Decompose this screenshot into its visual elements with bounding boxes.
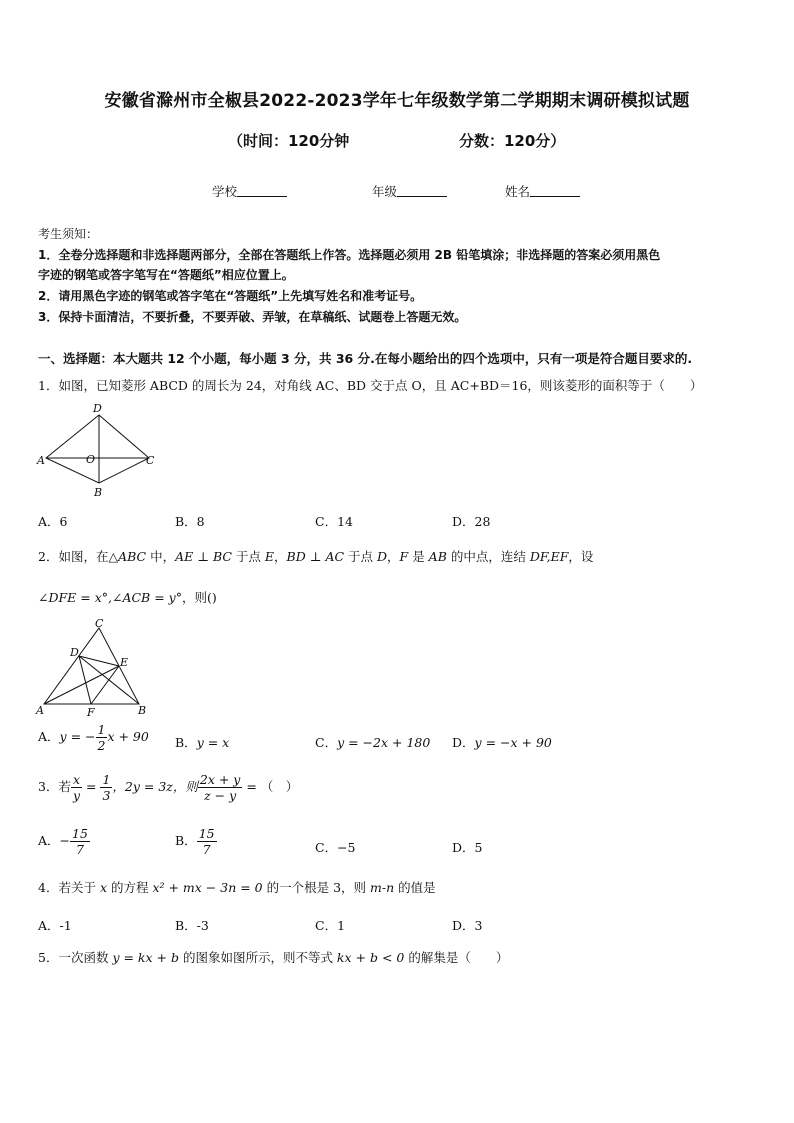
q2-text: 于点 bbox=[231, 549, 265, 564]
label-f: F bbox=[87, 706, 95, 718]
q4-text bbox=[38, 878, 436, 896]
q2-text: ，设 bbox=[568, 549, 594, 564]
denominator: 7 bbox=[202, 842, 211, 857]
q2-math: y = x bbox=[196, 735, 230, 750]
label-e: E bbox=[120, 656, 129, 669]
q2-math: ⊥ bbox=[305, 549, 326, 564]
q1-option-b: B．8 bbox=[175, 514, 205, 529]
q4-math: x bbox=[99, 880, 107, 895]
q5-text-part: 的解集是（ ） bbox=[404, 950, 509, 965]
numerator: 2x + y bbox=[199, 772, 241, 787]
q3-math: = （ ） bbox=[242, 779, 299, 794]
fraction bbox=[198, 772, 243, 803]
option-prefix: C． bbox=[315, 735, 338, 750]
q2-math: AE bbox=[175, 549, 194, 564]
school-field bbox=[212, 182, 287, 200]
q4-math: x² + mx − 3n = 0 bbox=[152, 880, 263, 895]
label-c: C bbox=[95, 618, 104, 630]
q4-option-d: D．3 bbox=[452, 918, 483, 933]
q3-option-d: D．5 bbox=[452, 840, 483, 855]
option-prefix: A． bbox=[38, 729, 60, 744]
q5-text-part: 5．一次函数 bbox=[38, 950, 113, 965]
q2-math: AB bbox=[428, 549, 447, 564]
q2-line2 bbox=[38, 588, 217, 606]
label-c: C bbox=[146, 454, 155, 467]
option-prefix: B． bbox=[175, 833, 197, 848]
q2-math: DF,EF bbox=[529, 549, 569, 564]
denominator: 3 bbox=[102, 788, 111, 803]
q2-triangle-figure bbox=[34, 618, 154, 718]
q3-option-b bbox=[175, 826, 217, 857]
denominator: z − y bbox=[204, 788, 237, 803]
q4-option-a: A．-1 bbox=[38, 918, 72, 933]
q1-text: 1．如图，已知菱形 ABCD 的周长为 24，对角线 AC、BD 交于点 O，且 AC+BD＝16，则该菱形的面积等于（ ） bbox=[38, 378, 703, 393]
q4-math: m-n bbox=[370, 880, 395, 895]
q2-math: x + 90 bbox=[107, 729, 149, 744]
q2-math: y = −2x + 180 bbox=[337, 735, 431, 750]
notice-heading: 考生须知： bbox=[38, 227, 99, 241]
denominator: 7 bbox=[75, 842, 84, 857]
q2-math: E bbox=[264, 549, 274, 564]
segment-ae bbox=[44, 666, 119, 704]
q2-text: ， bbox=[387, 549, 400, 564]
q3-math: ，2y = 3z，则 bbox=[112, 779, 198, 794]
numerator: 1 bbox=[102, 772, 111, 787]
grade-blank bbox=[397, 184, 447, 197]
q2-math: ⊥ bbox=[193, 549, 213, 564]
q2-math: BC bbox=[212, 549, 232, 564]
q1-option-c: C．14 bbox=[315, 514, 353, 529]
label-a: A bbox=[36, 704, 44, 717]
q3-text bbox=[38, 772, 298, 803]
numerator: 15 bbox=[72, 826, 88, 841]
school-blank bbox=[237, 184, 287, 197]
q5-text-part: 的图象如图所示，则不等式 bbox=[178, 950, 337, 965]
q2-option-b bbox=[175, 733, 229, 751]
q2-option-a bbox=[38, 722, 149, 753]
name-field bbox=[505, 182, 580, 200]
option-prefix: A．− bbox=[38, 833, 71, 848]
q4-text-part: 的一个根是 3，则 bbox=[262, 880, 371, 895]
fraction bbox=[70, 826, 90, 857]
numerator: x bbox=[72, 772, 81, 787]
segment-fd bbox=[79, 656, 91, 704]
q4-text-part: 4．若关于 bbox=[38, 880, 100, 895]
fraction bbox=[100, 772, 112, 803]
q2-text: 的中点，连结 bbox=[446, 549, 530, 564]
label-a: A bbox=[37, 454, 45, 467]
name-label: 姓名 bbox=[505, 184, 531, 199]
q2-text: 中， bbox=[146, 549, 176, 564]
q2-option-d bbox=[452, 733, 552, 751]
q2-text: ， bbox=[274, 549, 287, 564]
grade-label: 年级 bbox=[372, 184, 398, 199]
q1-rhombus-figure bbox=[36, 400, 166, 500]
q2-text: 2．如图，在△ bbox=[38, 549, 119, 564]
q2-math: y = − bbox=[59, 729, 96, 744]
q4-text-part: 的值是 bbox=[394, 880, 436, 895]
q2-math: BD bbox=[286, 549, 306, 564]
label-d: D bbox=[70, 646, 79, 659]
denominator: y bbox=[72, 788, 81, 803]
numerator: 1 bbox=[97, 722, 106, 737]
q2-text: 于点 bbox=[344, 549, 377, 564]
option-prefix: B． bbox=[175, 735, 197, 750]
notice-item: 字迹的钢笔或答字笔写在“答题纸”相应位置上。 bbox=[38, 268, 294, 282]
exam-time: （时间：120分钟 bbox=[228, 132, 350, 150]
page-title: 安徽省滁州市全椒县2022-2023学年七年级数学第二学期期末调研模拟试题 bbox=[104, 91, 690, 111]
label-o: O bbox=[86, 453, 96, 466]
q2-text: ，则() bbox=[181, 590, 217, 605]
q4-option-b: B．-3 bbox=[175, 918, 209, 933]
section-heading: 一、选择题：本大题共 12 个小题，每小题 3 分，共 36 分.在每小题给出的四个选项中，只有一项是符合题目要求的. bbox=[38, 351, 693, 366]
q3-math: = bbox=[82, 779, 101, 794]
grade-field bbox=[372, 182, 447, 200]
notice-item: 1．全卷分选择题和非选择题两部分，全部在答题纸上作答。选择题必须用 2B 铅笔填涂；非选择题的答案必须用黑色 bbox=[38, 248, 661, 262]
q5-text bbox=[38, 948, 508, 966]
q2-line1 bbox=[38, 547, 593, 565]
q2-text: 是 bbox=[408, 549, 429, 564]
q2-math: D bbox=[376, 549, 388, 564]
numerator: 15 bbox=[198, 826, 215, 841]
fraction bbox=[71, 772, 82, 803]
label-d: D bbox=[93, 402, 102, 415]
q2-math: F bbox=[399, 549, 409, 564]
fraction bbox=[96, 722, 108, 753]
label-b: B bbox=[94, 486, 103, 499]
q4-option-c: C．1 bbox=[315, 918, 346, 933]
q2-math: AC bbox=[325, 549, 345, 564]
school-label: 学校 bbox=[212, 184, 238, 199]
q5-math: y = kx + b bbox=[112, 950, 179, 965]
name-blank bbox=[530, 184, 580, 197]
q2-math: ABC bbox=[118, 549, 147, 564]
denominator: 2 bbox=[97, 738, 106, 753]
q4-text-part: 的方程 bbox=[107, 880, 153, 895]
q2-math: y = −x + 90 bbox=[474, 735, 552, 750]
q2-math: ∠DFE = x°,∠ACB = y° bbox=[38, 590, 182, 605]
fraction bbox=[197, 826, 217, 857]
q3-label: 3．若 bbox=[38, 779, 71, 794]
exam-score: 分数：120分） bbox=[459, 132, 566, 150]
rhombus-outline bbox=[46, 415, 149, 483]
option-prefix: D． bbox=[452, 735, 475, 750]
label-b: B bbox=[138, 704, 147, 717]
q1-option-d: D．28 bbox=[452, 514, 491, 529]
q2-option-c bbox=[315, 733, 430, 751]
q3-option-a bbox=[38, 826, 90, 857]
notice-item: 3．保持卡面清洁，不要折叠，不要弄破、弄皱，在草稿纸、试题卷上答题无效。 bbox=[38, 310, 467, 324]
q3-option-c: C．−5 bbox=[315, 840, 356, 855]
q1-option-a: A．6 bbox=[38, 514, 68, 529]
q5-math: kx + b < 0 bbox=[336, 950, 405, 965]
notice-item: 2．请用黑色字迹的钢笔或答字笔在“答题纸”上先填写姓名和准考证号。 bbox=[38, 289, 423, 303]
